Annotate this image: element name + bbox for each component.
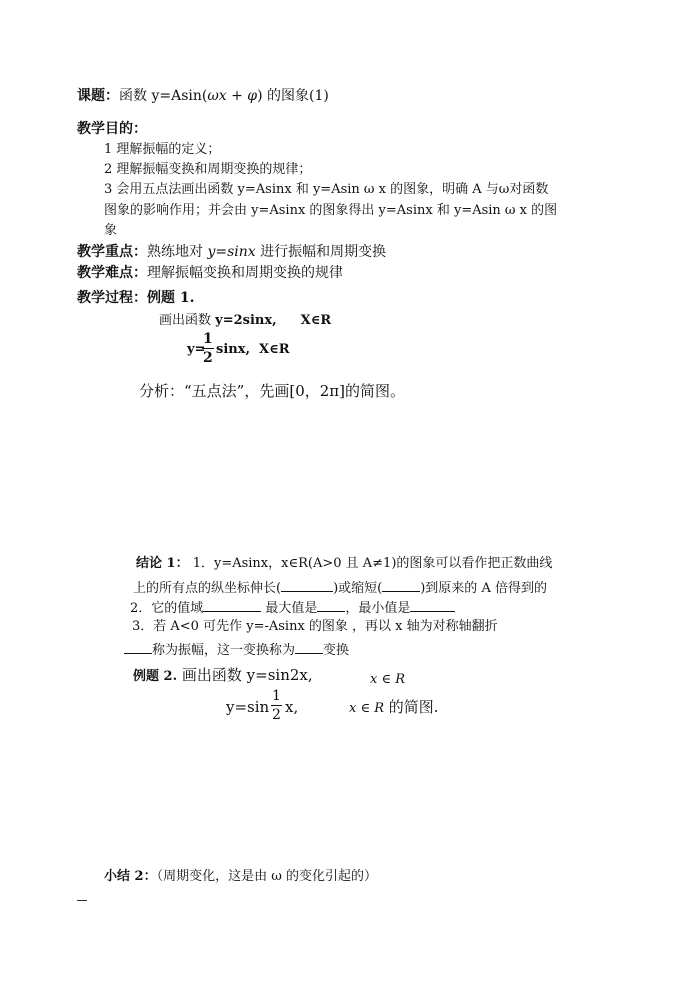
example2-line2-domain: x ∈ R — [349, 701, 385, 716]
example1-fraction-num: 1 — [203, 331, 213, 347]
conclusion1-line2-c: )到原来的 A 倍得到的 — [420, 581, 547, 596]
conclusion1-line3-c: ，最小值是 — [345, 601, 411, 616]
difficulty — [77, 266, 343, 280]
example2-fraction-den: 2 — [272, 707, 281, 723]
objective-item-3-cont: 图象的影响作用；并会由 y=Asinx 的图象得出 y=Asinx 和 y=Asin ω x 的图 — [104, 203, 558, 218]
lesson-title-omega-x: ωx — [207, 88, 227, 104]
example1-line1-domain: X∈R — [300, 313, 332, 328]
conclusion1-line2-a: 上的所有点的纵坐标伸长( — [133, 581, 282, 596]
blank-min — [410, 599, 455, 612]
blank-amplitude — [124, 641, 152, 654]
example2-line2-tail — [349, 700, 439, 715]
blank-transform — [295, 641, 323, 654]
example1-fraction-den: 2 — [203, 350, 213, 366]
example2-fraction — [271, 689, 282, 722]
example2-line1-formula: y=sin2x, — [246, 666, 313, 684]
conclusion1-line4: 3．若 A<0 可先作 y=-Asinx 的图象 ，再以 x 轴为对称轴翻折 — [132, 619, 498, 634]
conclusion1-line1 — [136, 557, 552, 570]
blank-stretch — [281, 579, 333, 592]
lesson-title-phi: φ — [247, 88, 258, 104]
example2-fraction-bar — [271, 705, 282, 706]
lesson-title-text: 函数 y=Asin( — [119, 88, 208, 104]
example2-fraction-num: 1 — [272, 688, 281, 704]
key-point-formula: y=sinx — [207, 244, 256, 260]
lesson-title-suffix: 的图象(1) — [262, 88, 329, 104]
objective-item-1: 1 理解振幅的定义； — [104, 142, 221, 157]
example2-line1-domain: x ∈ R — [370, 672, 406, 687]
lesson-title-plus: + — [226, 88, 248, 104]
objective-item-3: 3 会用五点法画出函数 y=Asinx 和 y=Asin ω x 的图象，明确 A 与ω对函数 — [104, 182, 549, 197]
example1-label: 例题 1. — [147, 290, 195, 306]
example2-line2-end: 的简图. — [384, 698, 439, 716]
conclusion1-line2-b: )或缩短( — [333, 581, 383, 596]
conclusion1-line5-a: 称为振幅，这一变换称为 — [152, 643, 296, 658]
conclusion1-line1-text: 1．y=Asinx，x∈R(A>0 且 A≠1)的图象可以看作把正数曲线 — [188, 556, 553, 571]
conclusion1-line5-b: 变换 — [323, 643, 350, 658]
example2-label: 例题 2. — [133, 669, 178, 684]
example1-line1 — [159, 314, 331, 327]
conclusion1-label: 结论 1： — [136, 556, 189, 571]
lesson-title-close: ) — [257, 88, 263, 104]
example1-fraction — [202, 332, 214, 365]
example2-line2-prefix: y=sin — [226, 698, 270, 716]
process-heading — [77, 291, 195, 305]
blank-range — [203, 599, 261, 612]
blank-max — [317, 599, 345, 612]
analysis-text: 分析：“五点法”，先画[0，2π]的简图。 — [139, 382, 405, 400]
summary2-text: （周期变化，这是由 ω 的变化引起的） — [156, 869, 377, 884]
key-point-text-b: 进行振幅和周期变换 — [255, 244, 387, 260]
example1-fraction-bar — [202, 348, 214, 349]
lesson-title-label: 课题： — [77, 88, 119, 104]
objective-item-3-end: 象 — [104, 223, 118, 238]
objective-item-2: 2 理解振幅变换和周期变换的规律； — [104, 162, 312, 177]
example2-line2-suffix: x, — [285, 698, 299, 716]
summary2 — [104, 870, 377, 883]
lesson-title — [77, 89, 329, 103]
key-point-text-a: 熟练地对 — [147, 244, 208, 260]
conclusion1-line3 — [130, 599, 455, 615]
key-point — [77, 245, 386, 259]
difficulty-text: 理解振幅变换和周期变换的规律 — [147, 265, 343, 281]
conclusion1-line2 — [133, 579, 547, 595]
example1-line1-prefix: 画出函数 — [159, 313, 216, 328]
conclusion1-line3-a: 2．它的值域 — [130, 601, 204, 616]
key-point-label: 教学重点： — [77, 244, 147, 260]
conclusion1-line5 — [124, 641, 349, 657]
objectives-heading: 教学目的： — [77, 121, 147, 137]
process-label: 教学过程： — [77, 290, 147, 306]
difficulty-label: 教学难点： — [77, 265, 147, 281]
example1-line2-prefix: y= — [187, 342, 206, 357]
summary2-label: 小结 2： — [104, 869, 157, 884]
example2-line1-prefix: 画出函数 — [177, 666, 247, 684]
conclusion1-line3-b: 最大值是 — [261, 601, 318, 616]
example1-line2-domain: X∈R — [259, 342, 290, 357]
example1-line2-suffix: sinx, — [216, 342, 250, 357]
example2-line1 — [133, 668, 313, 683]
blank-shrink — [382, 579, 420, 592]
example1-line1-formula: y=2sinx, — [215, 313, 277, 328]
footnote-rule — [77, 900, 87, 901]
